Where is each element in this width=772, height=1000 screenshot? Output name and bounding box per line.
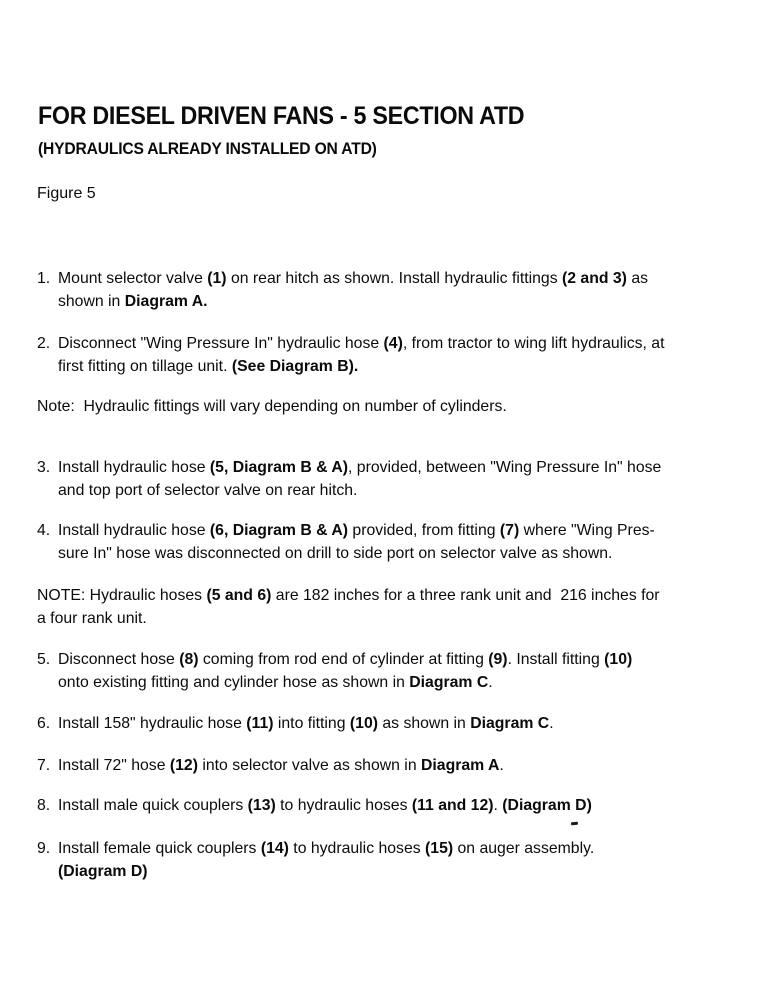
- text-line: Install hydraulic hose (6, Diagram B & A) provided, from fitting (7) where "Wing Pres-: [58, 522, 655, 539]
- item-number: 8.: [37, 797, 51, 814]
- instruction-item: [37, 456, 761, 502]
- text-line: Install 158" hydraulic hose (11) into fitting (10) as shown in Diagram C.: [58, 715, 554, 732]
- text-line: sure In" hose was disconnected on drill to side port on selector valve as shown.: [58, 545, 613, 562]
- page-subtitle: (HYDRAULICS ALREADY INSTALLED ON ATD): [38, 139, 377, 158]
- note-paragraph: [37, 584, 761, 630]
- text-line: Install male quick couplers (13) to hydraulic hoses (11 and 12). (Diagram D): [58, 797, 592, 814]
- text-line: Disconnect hose (8) coming from rod end of cylinder at fitting (9). Install fitting (10): [58, 651, 633, 668]
- text-line: shown in Diagram A.: [58, 293, 208, 310]
- text-line: Note: Hydraulic fittings will vary depending on number of cylinders.: [37, 398, 507, 415]
- instruction-item: [37, 519, 761, 565]
- instruction-item: [37, 712, 761, 735]
- text-line: (Diagram D): [58, 863, 148, 880]
- item-number: 7.: [37, 757, 51, 774]
- text-line: onto existing fitting and cylinder hose as shown in Diagram C.: [58, 674, 493, 691]
- text-line: a four rank unit.: [37, 610, 147, 627]
- instruction-item: [37, 648, 761, 694]
- item-number: 6.: [37, 715, 51, 732]
- text-line: first fitting on tillage unit. (See Diagram B).: [58, 358, 359, 375]
- instruction-item: [37, 794, 761, 817]
- text-line: Install female quick couplers (14) to hydraulic hoses (15) on auger assembly.: [58, 840, 595, 857]
- text-line: Disconnect "Wing Pressure In" hydraulic hose (4), from tractor to wing lift hydraulics, at: [58, 335, 665, 352]
- instruction-item: [37, 837, 761, 883]
- item-number: 4.: [37, 522, 51, 539]
- instruction-item: [37, 332, 761, 378]
- item-number: 2.: [37, 335, 51, 352]
- text-line: Mount selector valve (1) on rear hitch as shown. Install hydraulic fittings (2 and 3) as: [58, 270, 649, 287]
- text-line: NOTE: Hydraulic hoses (5 and 6) are 182 inches for a three rank unit and 216 inches for: [37, 587, 660, 604]
- instruction-item: [37, 267, 761, 313]
- instruction-list: [37, 267, 761, 883]
- item-number: 9.: [37, 840, 51, 857]
- text-line: Install 72" hose (12) into selector valve as shown in Diagram A.: [58, 757, 504, 774]
- figure-label: Figure 5: [37, 185, 96, 202]
- page-title: FOR DIESEL DRIVEN FANS - 5 SECTION ATD: [38, 102, 525, 130]
- item-number: 3.: [37, 459, 51, 476]
- text-line: and top port of selector valve on rear hitch.: [58, 482, 358, 499]
- note-paragraph: [37, 395, 761, 418]
- instruction-item: [37, 754, 761, 777]
- item-number: 5.: [37, 651, 51, 668]
- item-number: 1.: [37, 270, 51, 287]
- text-line: Install hydraulic hose (5, Diagram B & A), provided, between "Wing Pressure In" hose: [58, 459, 662, 476]
